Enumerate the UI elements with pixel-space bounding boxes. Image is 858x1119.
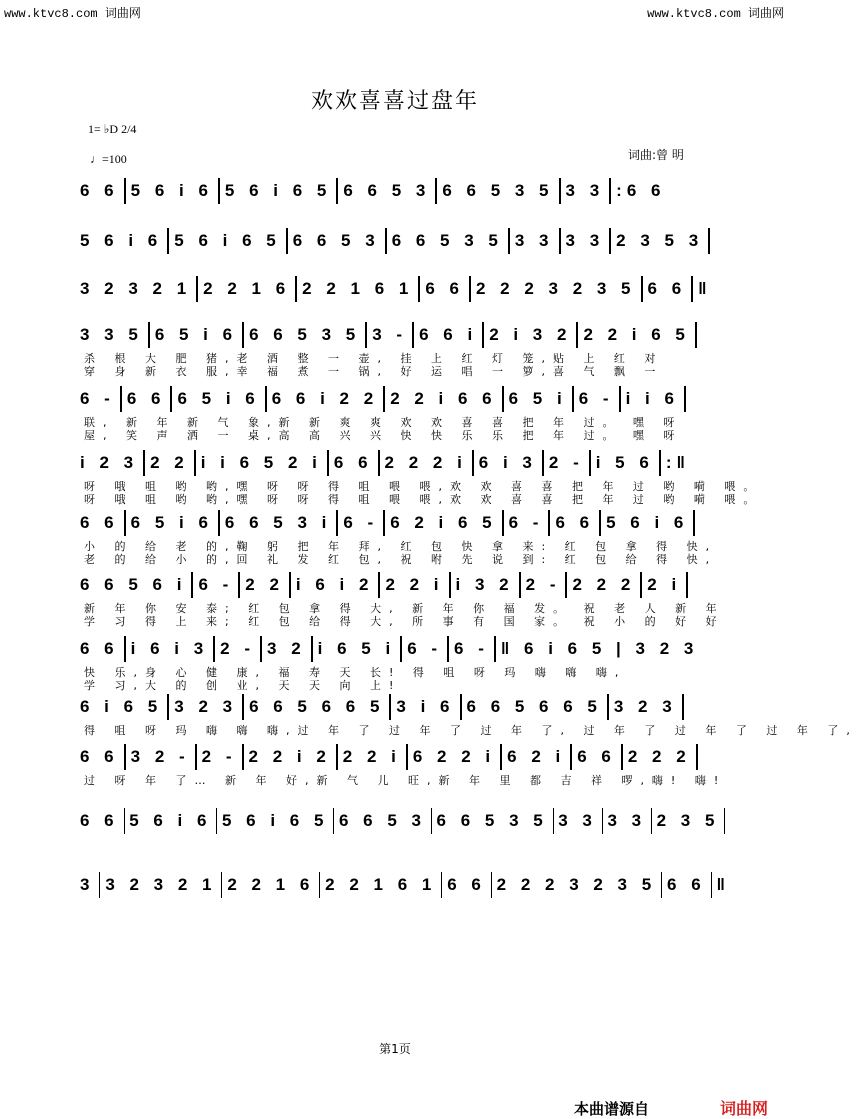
measure: 2 2 1 6 xyxy=(203,279,291,298)
barline xyxy=(406,744,408,770)
score-line xyxy=(80,570,730,600)
watermark-left: www.ktvc8.com 词曲网 xyxy=(4,7,141,21)
barline xyxy=(260,636,262,662)
barline xyxy=(641,276,643,302)
barline xyxy=(99,872,100,898)
measure: 5 6 i 6 xyxy=(606,513,689,532)
measure: 6 - xyxy=(454,639,489,658)
barline xyxy=(435,178,437,204)
barline xyxy=(553,808,554,834)
measure: 3 3 xyxy=(607,811,647,830)
barline xyxy=(602,808,603,834)
barline xyxy=(124,510,126,536)
measure: 6 i 3 xyxy=(478,453,537,472)
measure: 6 6 5 3 xyxy=(338,811,426,830)
barline xyxy=(143,450,145,476)
score-line xyxy=(80,742,730,772)
barline xyxy=(570,744,572,770)
barline xyxy=(385,228,387,254)
measure: 6 6 xyxy=(80,639,119,658)
barline xyxy=(565,572,567,598)
measure: 6 6 5 6 i xyxy=(80,575,187,594)
measure: 2 - xyxy=(525,575,561,594)
barline xyxy=(691,276,693,302)
measure: 5 6 i 6 5 xyxy=(224,181,332,200)
barline xyxy=(502,386,504,412)
measure: i i 6 5 2 i xyxy=(200,453,322,472)
measure: 2 2 2 3 2 3 5 xyxy=(475,279,636,298)
measure: 6 6 5 6 6 5 xyxy=(466,697,602,716)
key-signature: 1= ♭D 2/4 xyxy=(88,122,137,136)
measure: i 6 5 i xyxy=(317,639,396,658)
barline xyxy=(559,178,561,204)
barline xyxy=(196,276,198,302)
barline xyxy=(336,178,338,204)
barline xyxy=(242,694,244,720)
barline xyxy=(319,872,320,898)
barline xyxy=(659,450,661,476)
barline xyxy=(609,228,611,254)
barline xyxy=(148,322,150,348)
measure: 6 6 xyxy=(126,389,166,408)
barline xyxy=(572,386,574,412)
barline xyxy=(389,694,391,720)
barline xyxy=(383,510,385,536)
footer-source-label: 本曲谱源自 xyxy=(574,1100,650,1118)
measure: 3 2 xyxy=(267,639,306,658)
measure: i 5 6 xyxy=(595,453,654,472)
measure: 6 6 i 2 2 xyxy=(271,389,379,408)
measure: 2 - xyxy=(201,747,237,766)
barline xyxy=(120,386,122,412)
barline xyxy=(651,808,652,834)
barline xyxy=(336,510,338,536)
measure: 6 5 i xyxy=(508,389,567,408)
barline xyxy=(167,228,169,254)
barline xyxy=(502,510,504,536)
measure: 2 - xyxy=(220,639,256,658)
lyric-line: 呀 哦 咀 哟 哟,嘿 呀 呀 得 咀 喂 喂,欢 欢 喜 喜 把 年 过 哟 嗬 喂。 xyxy=(84,493,763,506)
measure: 2 2 2 xyxy=(572,575,636,594)
measure: i 6 i 2 xyxy=(295,575,374,594)
barline xyxy=(124,636,126,662)
barline xyxy=(696,744,698,770)
measure: 6 6 xyxy=(80,513,119,532)
measure: 6 i 6 5 xyxy=(80,697,163,716)
measure: 6 - xyxy=(407,639,443,658)
measure: i 6 i 3 xyxy=(130,639,209,658)
measure: 6 6 xyxy=(447,875,486,894)
score-line xyxy=(80,806,730,836)
barline xyxy=(238,572,240,598)
measure: 5 6 i 6 xyxy=(129,811,212,830)
barline xyxy=(124,808,125,834)
barline xyxy=(711,872,712,898)
barline xyxy=(242,744,244,770)
barline xyxy=(216,808,217,834)
lyric-line: 学 习,大 的 创 业, 天 天 向 上! xyxy=(84,679,402,692)
measure: 2 2 i 2 xyxy=(248,747,331,766)
lyric-line: 学 习 得 上 来; 红 包 给 得 大, 所 事 有 国 家。 祝 小 的 好 好 xyxy=(84,615,725,628)
measure: 2 2 xyxy=(150,453,189,472)
measure: 3 - xyxy=(372,325,408,344)
barline xyxy=(170,386,172,412)
line-ending: :‖ xyxy=(665,453,690,472)
score-line xyxy=(80,274,730,304)
measure: 2 2 1 6 xyxy=(227,875,315,894)
measure: 6 6 xyxy=(555,513,595,532)
barline xyxy=(191,572,193,598)
line-ending: ‖ 6 i 6 5 | 3 2 3 xyxy=(500,639,699,658)
barline xyxy=(265,386,267,412)
measure: 3 3 xyxy=(558,811,597,830)
measure: 6 - xyxy=(578,389,614,408)
barline xyxy=(412,322,414,348)
barline xyxy=(695,322,697,348)
measure: 2 2 i xyxy=(385,575,444,594)
barline xyxy=(447,636,449,662)
barline xyxy=(589,450,591,476)
measure: 2 - xyxy=(548,453,584,472)
watermark-right: www.ktvc8.com 词曲网 xyxy=(647,7,784,21)
score-line xyxy=(80,508,730,538)
measure: 6 2 i xyxy=(507,747,566,766)
measure: 2 2 2 i xyxy=(384,453,467,472)
barline xyxy=(221,872,222,898)
lyric-line: 快 乐,身 心 健 康, 福 寿 天 长! 得 咀 呀 玛 嗨 嗨 嗨, xyxy=(84,666,627,679)
barline xyxy=(449,572,451,598)
barline xyxy=(242,322,244,348)
measure: 6 6 5 3 5 xyxy=(391,231,503,250)
footer-brand-logo: 词曲网 xyxy=(720,1099,769,1118)
measure: 3 2 3 xyxy=(174,697,238,716)
barline xyxy=(472,450,474,476)
barline xyxy=(383,386,385,412)
measure: 6 6 5 3 i xyxy=(224,513,332,532)
barline xyxy=(469,276,471,302)
composer-credit: 词曲:曾 明 xyxy=(628,148,684,162)
barline xyxy=(311,636,313,662)
measure: 3 3 5 xyxy=(80,325,143,344)
measure: 6 6 i xyxy=(419,325,478,344)
barline xyxy=(418,276,420,302)
barline xyxy=(682,694,684,720)
lyric-line: 联, 新 年 新 气 象,新 新 爽 爽 欢 欢 喜 喜 把 年 过。 嘿 呀 xyxy=(84,416,683,429)
measure: 6 - xyxy=(343,513,379,532)
lyric-line: 呀 哦 咀 哟 哟,嘿 呀 呀 得 咀 喂 喂,欢 欢 喜 喜 把 年 过 哟 嗬 喂。 xyxy=(84,480,763,493)
measure: i 2 3 xyxy=(80,453,139,472)
measure: 5 6 i 6 xyxy=(80,231,163,250)
measure: 6 5 i 6 xyxy=(154,325,238,344)
measure: 3 2 3 2 1 xyxy=(105,875,217,894)
score-line xyxy=(80,870,730,900)
measure: 6 6 xyxy=(333,453,373,472)
barline xyxy=(494,636,496,662)
measure: 6 5 i 6 xyxy=(130,513,213,532)
barline xyxy=(559,228,561,254)
measure: 2 2 i 6 6 xyxy=(390,389,497,408)
line-ending: ‖ xyxy=(698,279,712,298)
measure: 3 3 xyxy=(565,181,605,200)
barline xyxy=(724,808,725,834)
barline xyxy=(194,450,196,476)
lyric-line: 得 咀 呀 玛 嗨 嗨 嗨,过 年 了 过 年 了 过 年 了, 过 年 了 过 年 了 过 年 了, xyxy=(84,724,858,737)
barline xyxy=(460,694,462,720)
measure: 6 6 xyxy=(80,747,119,766)
measure: 6 6 xyxy=(425,279,464,298)
barline xyxy=(441,872,442,898)
measure: 6 2 2 i xyxy=(412,747,496,766)
barline xyxy=(431,808,432,834)
barline xyxy=(378,450,380,476)
measure: 2 2 i 6 5 xyxy=(583,325,690,344)
measure: 3 2 3 2 1 xyxy=(80,279,192,298)
measure: 6 6 xyxy=(80,181,119,200)
measure: 6 6 xyxy=(647,279,687,298)
barline xyxy=(218,178,220,204)
measure: 6 2 i 6 5 xyxy=(390,513,497,532)
measure: 6 6 xyxy=(667,875,706,894)
lyric-line: 穿 身 新 衣 服,幸 福 煮 一 锅, 好 运 唱 一 箩,喜 气 飘 一 xyxy=(84,365,664,378)
barline xyxy=(708,228,710,254)
barline xyxy=(124,178,126,204)
score-title: 欢欢喜喜过盘年 xyxy=(310,89,479,114)
measure: 6 6 5 3 5 xyxy=(442,181,554,200)
measure: 2 2 xyxy=(245,575,284,594)
score-line xyxy=(80,634,730,664)
barline xyxy=(378,572,380,598)
measure: 6 6 5 3 xyxy=(343,181,431,200)
barline xyxy=(286,228,288,254)
measure: i i 6 xyxy=(625,389,679,408)
measure: 3 i 6 xyxy=(396,697,455,716)
measure: 5 6 i 6 5 xyxy=(222,811,329,830)
measure: 6 - xyxy=(198,575,234,594)
barline xyxy=(195,744,197,770)
barline xyxy=(167,694,169,720)
measure: 2 2 1 6 1 xyxy=(325,875,437,894)
barline xyxy=(333,808,334,834)
measure: 6 5 i 6 xyxy=(177,389,260,408)
barline xyxy=(365,322,367,348)
line-ending: :6 6 xyxy=(616,181,666,200)
measure: 6 - xyxy=(508,513,544,532)
barline xyxy=(609,178,611,204)
barline xyxy=(491,872,492,898)
measure: 3 3 xyxy=(565,231,605,250)
measure: 2 i 3 2 xyxy=(489,325,572,344)
measure: 6 6 xyxy=(80,811,119,830)
measure: 3 2 3 xyxy=(613,697,677,716)
measure: 6 6 5 3 xyxy=(292,231,380,250)
barline xyxy=(599,510,601,536)
barline xyxy=(482,322,484,348)
score-line xyxy=(80,176,730,206)
tempo-marking: ♩=100 xyxy=(90,152,127,166)
barline xyxy=(686,572,688,598)
barline xyxy=(640,572,642,598)
measure: 5 6 i 6 xyxy=(130,181,213,200)
barline xyxy=(607,694,609,720)
barline xyxy=(124,744,126,770)
line-ending: ‖ xyxy=(716,875,730,894)
barline xyxy=(295,276,297,302)
barline xyxy=(289,572,291,598)
measure: 3 3 xyxy=(514,231,554,250)
score-line xyxy=(80,226,730,256)
measure: 2 3 5 3 xyxy=(616,231,704,250)
lyric-line: 老 的 给 小 的,回 礼 发 红 包, 祝 咐 先 说 到: 红 包 给 得 快, xyxy=(84,553,718,566)
barline xyxy=(548,510,550,536)
score-line xyxy=(80,448,730,478)
lyric-line: 小 的 给 老 的,鞠 躬 把 年 拜, 红 包 快 拿 来: 红 包 拿 得 快, xyxy=(84,540,718,553)
barline xyxy=(661,872,662,898)
measure: 2 2 2 3 2 3 5 xyxy=(496,875,657,894)
measure: 2 3 5 xyxy=(656,811,720,830)
barline xyxy=(621,744,623,770)
measure: 6 6 5 3 5 xyxy=(436,811,548,830)
barline xyxy=(400,636,402,662)
lyric-line: 屋, 笑 声 洒 一 桌,高 高 兴 兴 快 快 乐 乐 把 年 过。 嘿 呀 xyxy=(84,429,683,442)
measure: 5 6 i 6 5 xyxy=(174,231,281,250)
score-line xyxy=(80,384,730,414)
barline xyxy=(327,450,329,476)
measure: i 3 2 xyxy=(455,575,514,594)
barline xyxy=(508,228,510,254)
score-line xyxy=(80,320,730,350)
measure: 6 6 5 6 6 5 xyxy=(249,697,385,716)
barline xyxy=(336,744,338,770)
barline xyxy=(693,510,695,536)
measure: 6 - xyxy=(80,389,115,408)
barline xyxy=(213,636,215,662)
barline xyxy=(500,744,502,770)
lyric-line: 过 呀 年 了… 新 年 好,新 气 儿 旺,新 年 里 都 吉 祥 啰,嗨! 嗨! xyxy=(84,774,727,787)
measure: 2 2 1 6 1 xyxy=(302,279,414,298)
measure: 2 2 2 xyxy=(627,747,691,766)
barline xyxy=(542,450,544,476)
score-line xyxy=(80,692,730,722)
barline xyxy=(218,510,220,536)
measure: 3 2 - xyxy=(130,747,190,766)
measure: 6 6 5 3 5 xyxy=(249,325,361,344)
lyric-line: 杀 根 大 肥 猪,老 酒 整 一 壶, 挂 上 红 灯 笼,贴 上 红 对 xyxy=(84,352,664,365)
barline xyxy=(619,386,621,412)
measure: 3 xyxy=(80,875,95,894)
page-number: 第1页 xyxy=(379,1042,411,1056)
barline xyxy=(576,322,578,348)
lyric-line: 新 年 你 安 泰; 红 包 拿 得 大, 新 年 你 福 发。 祝 老 人 新 年 xyxy=(84,602,725,615)
measure: 2 2 i xyxy=(342,747,401,766)
barline xyxy=(519,572,521,598)
measure: 2 i xyxy=(647,575,682,594)
measure: 6 6 xyxy=(577,747,616,766)
barline xyxy=(684,386,686,412)
